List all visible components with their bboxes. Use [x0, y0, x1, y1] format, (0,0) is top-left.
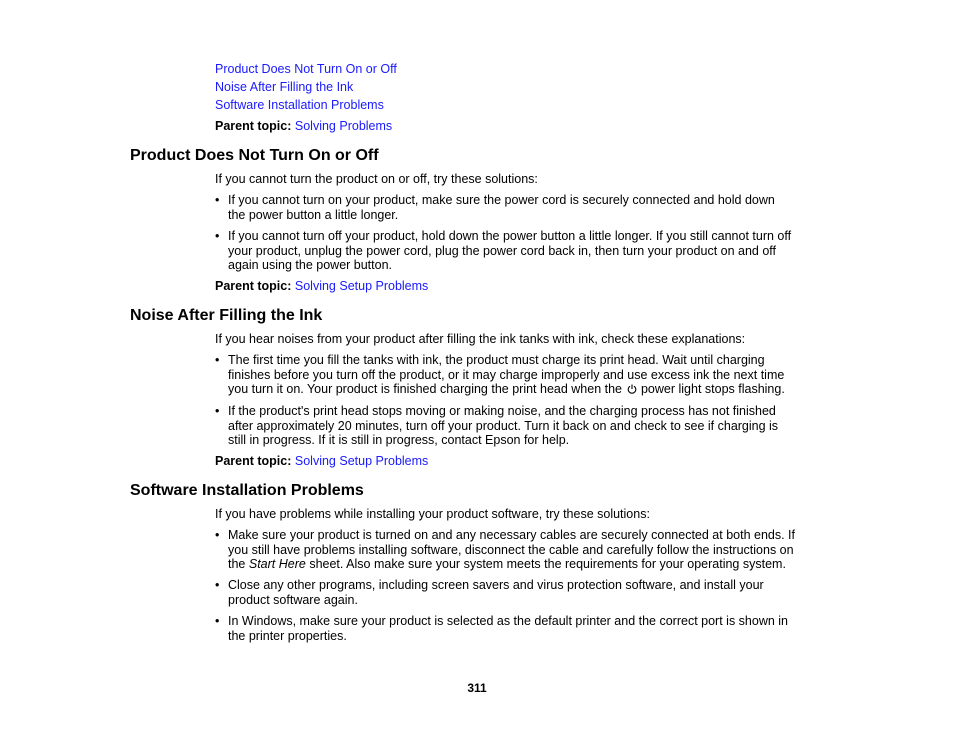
- list-item: [215, 353, 830, 398]
- toc-link-noise-after-filling[interactable]: Noise After Filling the Ink: [215, 80, 354, 94]
- parent-topic-link[interactable]: Solving Setup Problems: [294, 279, 429, 293]
- list-item-line: sheet. Also make sure your system meets the requirements for your operating system.: [309, 557, 786, 572]
- list-item-line: your product, unplug the power cord, plug the power cord back in, then turn your product on and off: [228, 243, 777, 258]
- list-item-line: Make sure your product is turned on and any necessary cables are securely connected at both ends. If: [228, 528, 795, 542]
- toc-link-software-installation[interactable]: Software Installation Problems: [215, 98, 384, 112]
- document-title: Start Here: [248, 557, 306, 572]
- list-item-line: The first time you fill the tanks with ink, the product must charge its print head. Wait until charging: [228, 353, 765, 367]
- list-item-line: finishes before you turn off the product, or it may charge improperly and use excess ink the next time: [228, 367, 785, 382]
- section-title-noise: Noise After Filling the Ink: [130, 307, 323, 324]
- section-intro: If you hear noises from your product after filling the ink tanks with ink, check these explanations:: [215, 332, 746, 346]
- parent-topic: [215, 279, 428, 293]
- list-item-line: the: [228, 557, 246, 572]
- list-item: [215, 528, 830, 573]
- list-item-line: If the product's print head stops moving or making noise, and the charging process has not finished: [228, 404, 776, 418]
- list-item: [215, 229, 830, 274]
- parent-topic-link[interactable]: Solving Problems: [294, 119, 393, 133]
- parent-topic: [215, 119, 392, 133]
- list-item-line: If you cannot turn on your product, make sure the power cord is securely connected and hold down: [228, 193, 775, 207]
- section-intro: If you have problems while installing your product software, try these solutions:: [215, 507, 650, 521]
- list-item-line: product software again.: [228, 592, 358, 607]
- list-item-line: still in progress. If it is still in progress, contact Epson for help.: [228, 433, 570, 448]
- list-item-line: If you cannot turn off your product, hold down the power button a little longer. If you still cannot turn off: [228, 229, 792, 243]
- parent-topic-label: Parent topic:: [215, 279, 292, 293]
- parent-topic: [215, 454, 428, 468]
- list-item-line: you turn it on. Your product is finished charging the print head when the: [228, 382, 623, 397]
- list-item-line: you still have problems installing software, disconnect the cable and carefully follow the instructions on: [228, 542, 794, 557]
- bullet-marker: •: [215, 614, 220, 628]
- list-item-line: In Windows, make sure your product is selected as the default printer and the correct port is shown in: [228, 614, 788, 628]
- list-item-line: the power button a little longer.: [228, 207, 399, 222]
- list-item-line: Close any other programs, including screen savers and virus protection software, and install your: [228, 578, 764, 592]
- bullet-marker: •: [215, 528, 220, 542]
- section-title-software: Software Installation Problems: [130, 482, 364, 499]
- bullet-marker: •: [215, 578, 220, 592]
- section-intro: If you cannot turn the product on or off, try these solutions:: [215, 172, 538, 186]
- list-item: [215, 614, 830, 644]
- list-item: [215, 193, 830, 223]
- list-item-line: after approximately 20 minutes, turn off your product. Turn it back on and check to see if charging is: [228, 418, 779, 433]
- power-icon: [627, 384, 637, 394]
- section-title-power: Product Does Not Turn On or Off: [130, 147, 379, 164]
- parent-topic-link[interactable]: Solving Setup Problems: [294, 454, 429, 468]
- toc-link-product-does-not-turn-on[interactable]: Product Does Not Turn On or Off: [215, 62, 397, 76]
- list-item-line: power light stops flashing.: [640, 382, 785, 397]
- page-number: 311: [467, 681, 487, 695]
- list-item-line: again using the power button.: [228, 258, 393, 273]
- bullet-marker: •: [215, 193, 220, 207]
- list-item-line: the printer properties.: [228, 628, 347, 643]
- parent-topic-label: Parent topic:: [215, 454, 292, 468]
- bullet-marker: •: [215, 353, 220, 367]
- parent-topic-label: Parent topic:: [215, 119, 292, 133]
- bullet-marker: •: [215, 404, 220, 418]
- list-item: [215, 404, 830, 449]
- list-item: [215, 578, 830, 608]
- bullet-marker: •: [215, 229, 220, 243]
